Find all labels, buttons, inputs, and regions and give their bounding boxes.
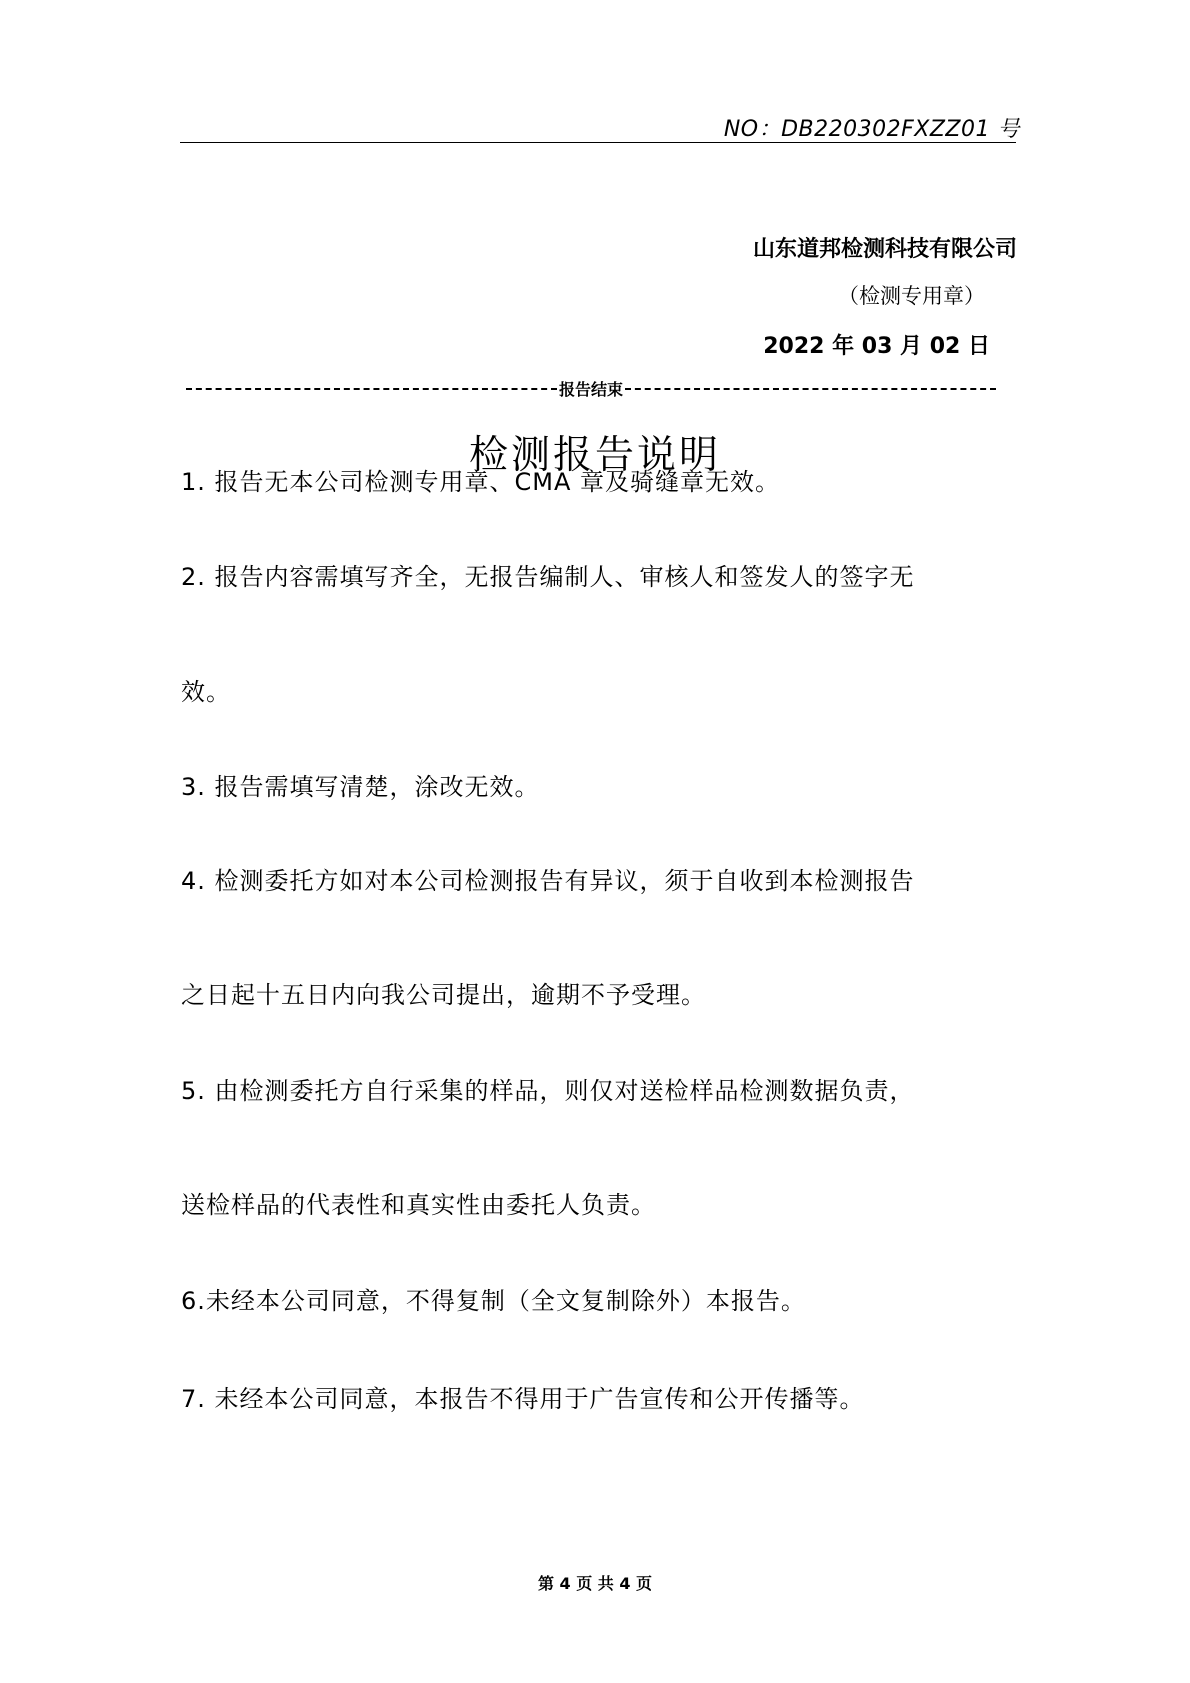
clause-line: 之日起十五日内向我公司提出，逾期不予受理。: [181, 981, 706, 1009]
clause-line: 4. 检测委托方如对本公司检测报告有异议，须于自收到本检测报告: [181, 867, 915, 895]
end-dash-left: [186, 388, 557, 390]
page-title: 检测报告说明: [468, 433, 721, 478]
clause-line: 3. 报告需填写清楚，涂改无效。: [181, 773, 540, 801]
clause-line: 6.未经本公司同意，不得复制（全文复制除外）本报告。: [181, 1287, 806, 1315]
end-dash-right: [625, 388, 996, 390]
page-footer: 第 4 页 共 4 页: [537, 1574, 653, 1593]
header-divider: [180, 142, 1016, 143]
clause-line: 1. 报告无本公司检测专用章、CMA 章及骑缝章无效。: [181, 468, 781, 496]
clause-line: 2. 报告内容需填写齐全，无报告编制人、审核人和签发人的签字无: [181, 563, 915, 591]
seal-label: （检测专用章）: [838, 284, 985, 308]
end-marker-label: 报告结束: [559, 380, 624, 399]
company-name: 山东道邦检测科技有限公司: [752, 237, 1017, 262]
clause-line: 5. 由检测委托方自行采集的样品，则仅对送检样品检测数据负责，: [181, 1077, 915, 1105]
clause-line: 效。: [181, 678, 231, 706]
report-number: NO：DB220302FXZZ01 号: [723, 117, 1020, 142]
report-date: 2022 年 03 月 02 日: [763, 334, 990, 359]
clause-line: 7. 未经本公司同意，本报告不得用于广告宣传和公开传播等。: [181, 1385, 865, 1413]
report-end-marker: [186, 377, 996, 400]
clause-line: 送检样品的代表性和真实性由委托人负责。: [181, 1191, 656, 1219]
